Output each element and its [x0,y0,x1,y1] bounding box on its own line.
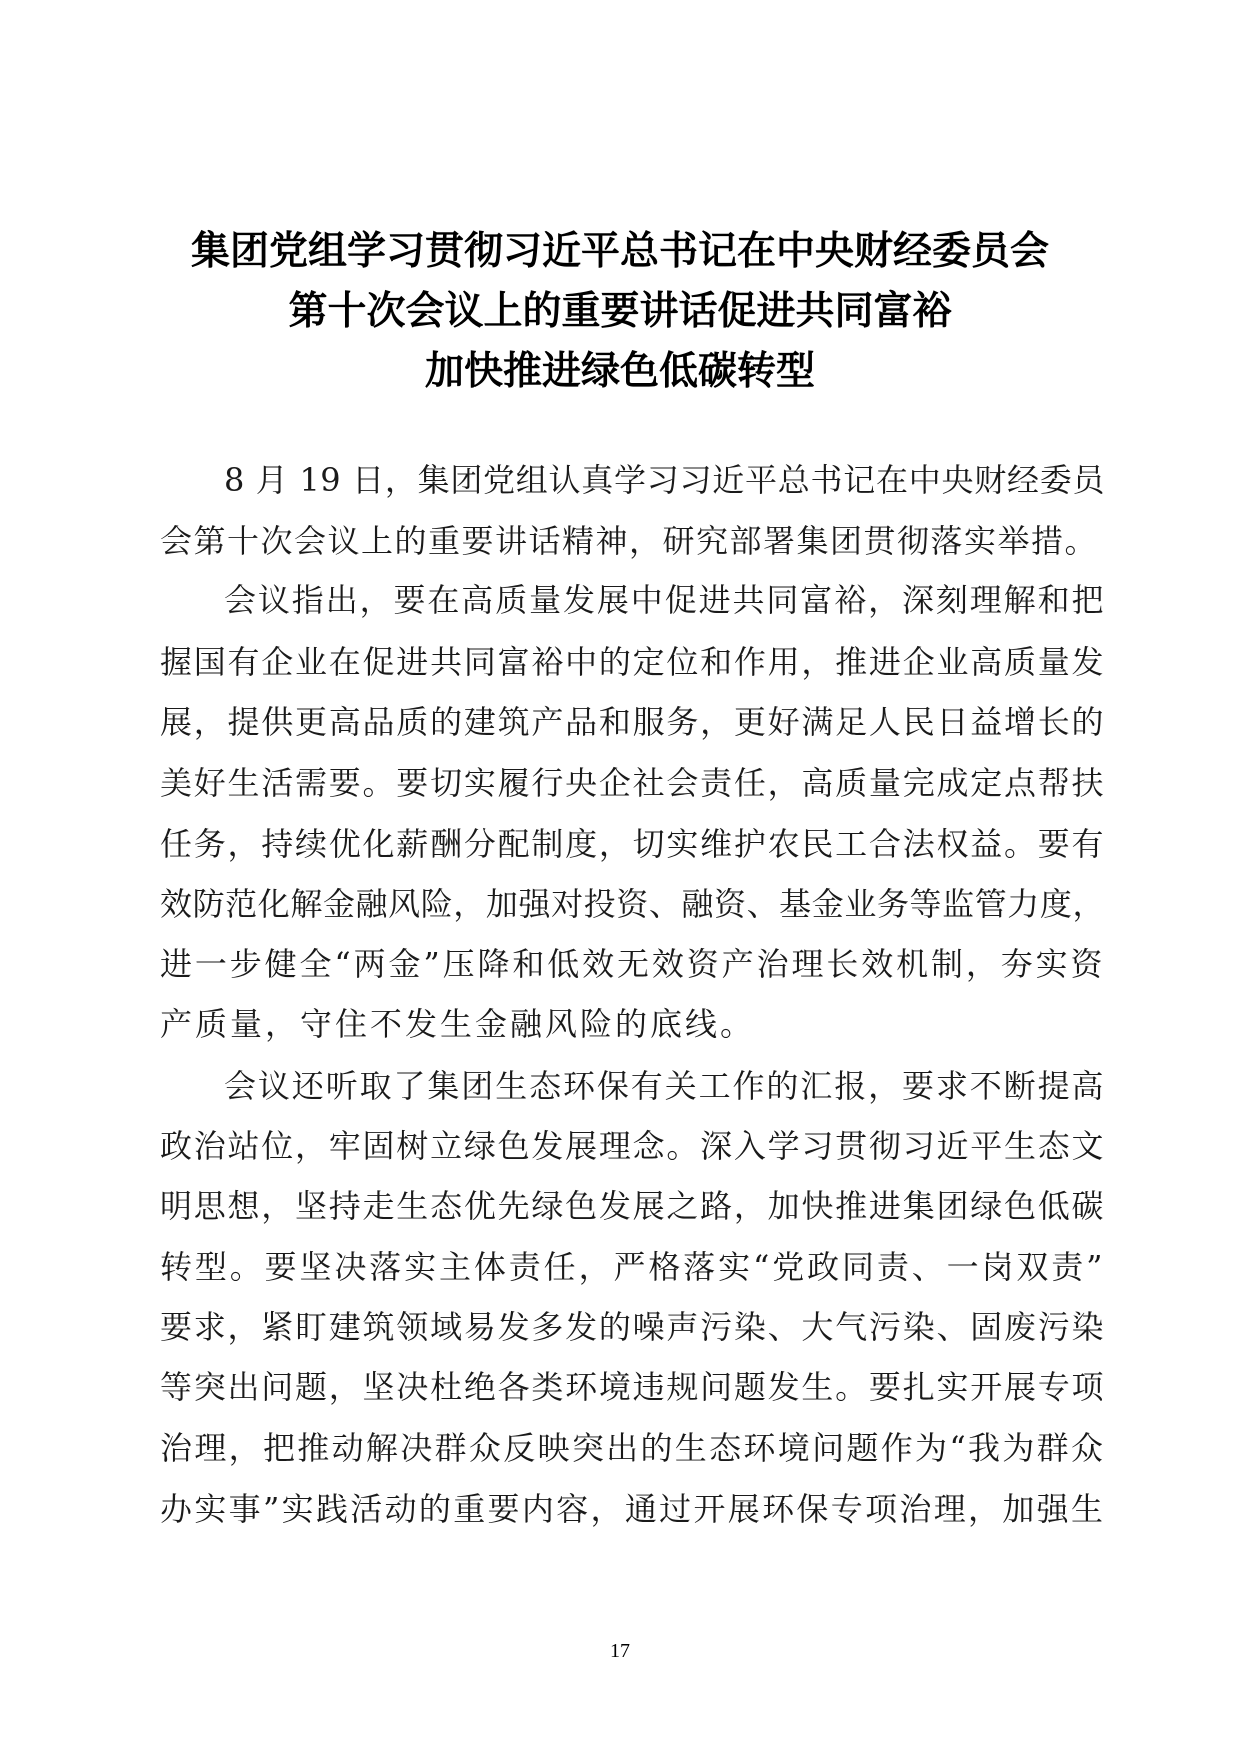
body-line-12: 政治站位，牢固树立绿色发展理念。深入学习贯彻习近平生态文 [160,1127,1105,1165]
title-line-2: 第十次会议上的重要讲话促进共同富裕 [288,289,952,334]
body-line-7: 任务，持续优化薪酬分配制度，切实维护农民工合法权益。要有 [160,825,1105,863]
title-line-1: 集团党组学习贯彻习近平总书记在中央财经委员会 [190,229,1049,274]
body-line-3: 会议指出，要在高质量发展中促进共同富裕，深刻理解和把 [224,581,1105,619]
body-line-1: 8 月 19 日，集团党组认真学习习近平总书记在中央财经委员 [224,461,1105,499]
body-line-18: 办实事”实践活动的重要内容，通过开展环保专项治理，加强生 [160,1490,1105,1528]
title-line-3: 加快推进绿色低碳转型 [424,349,815,394]
body-line-15: 要求，紧盯建筑领域易发多发的噪声污染、大气污染、固废污染 [160,1308,1105,1346]
body-line-9: 进一步健全“两金”压降和低效无效资产治理长效机制，夯实资 [160,945,1105,983]
body-line-4: 握国有企业在促进共同富裕中的定位和作用，推进企业高质量发 [160,643,1105,681]
body-line-14: 转型。要坚决落实主体责任，严格落实“党政同责、一岗双责” [160,1248,1105,1286]
body-line-11: 会议还听取了集团生态环保有关工作的汇报，要求不断提高 [224,1067,1105,1105]
body-line-10: 产质量，守住不发生金融风险的底线。 [160,1005,756,1043]
body-line-5: 展，提供更高品质的建筑产品和服务，更好满足人民日益增长的 [160,703,1105,741]
page-number: 17 [610,1640,630,1662]
body-line-17: 治理，把推动解决群众反映突出的生态环境问题作为“我为群众 [160,1429,1105,1467]
body-line-2: 会第十次会议上的重要讲话精神，研究部署集团贯彻落实举措。 [160,522,1099,560]
body-line-13: 明思想，坚持走生态优先绿色发展之路，加快推进集团绿色低碳 [160,1187,1105,1225]
body-line-16: 等突出问题，坚决杜绝各类环境违规问题发生。要扎实开展专项 [160,1368,1105,1406]
body-line-8: 效防范化解金融风险，加强对投资、融资、基金业务等监管力度， [160,885,1105,923]
body-line-6: 美好生活需要。要切实履行央企社会责任，高质量完成定点帮扶 [160,764,1105,802]
